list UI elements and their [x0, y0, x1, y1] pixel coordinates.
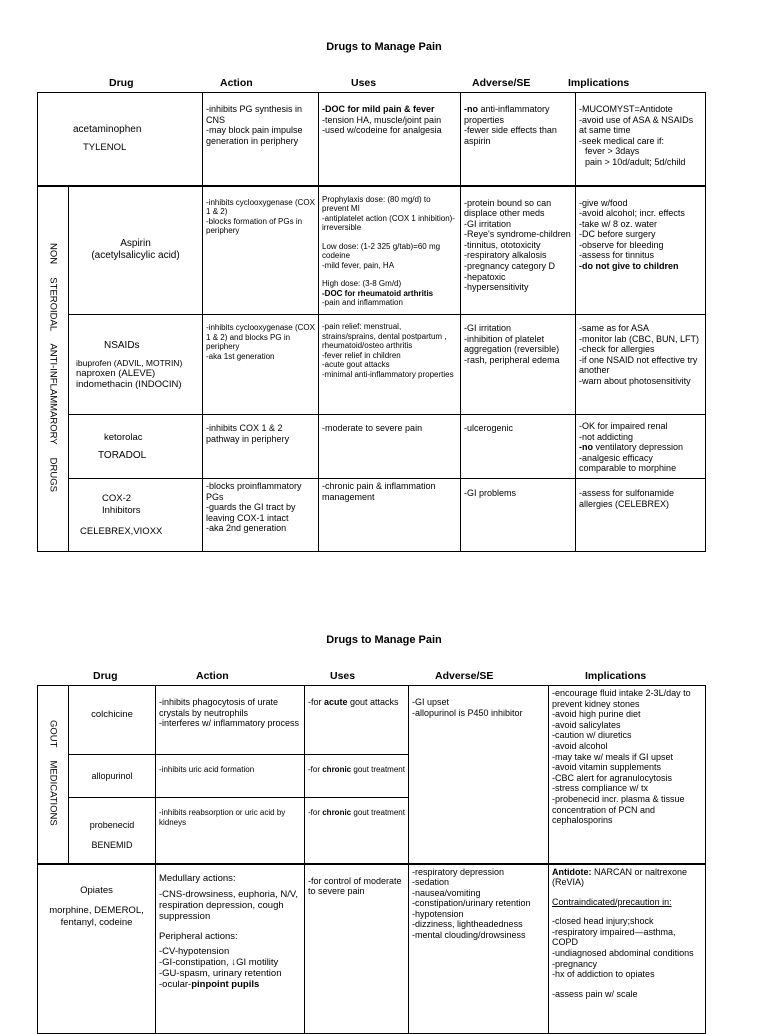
text-line: -may take w/ meals if GI upset — [552, 751, 674, 762]
drug-name: NSAIDs — [104, 339, 140, 351]
uses-cell — [305, 864, 409, 1034]
drug-name: COX-2 — [102, 492, 132, 504]
text-line: gout treatment — [351, 808, 405, 817]
text-line: -take w/ 8 oz. water — [579, 218, 658, 229]
text-line: -closed head injury;shock — [552, 916, 654, 927]
header-drug: Drug — [93, 670, 118, 682]
drug-name: allopurinol — [91, 771, 133, 781]
implications-cell — [576, 415, 706, 479]
text-line: -protein bound so can displace other meds — [464, 197, 552, 219]
drug-brand: TYLENOL — [83, 141, 127, 153]
text-line: Contraindicated/precaution in: — [552, 896, 672, 907]
text-line: -not addicting — [579, 431, 634, 442]
text-line: -nausea/vomiting — [412, 887, 481, 898]
text-line: -used w/codeine for analgesia — [322, 125, 442, 136]
text-line: -pregnancy category D — [464, 261, 556, 272]
text-line: -assess pain w/ scale — [552, 988, 638, 999]
text-line: -warn about photosensitivity — [579, 375, 691, 386]
text-line: -ulcerogenic — [464, 423, 514, 433]
drug-generic: (acetylsalicylic acid) — [91, 250, 180, 262]
text-line: -caution w/ diuretics — [552, 730, 632, 741]
text-line: -do not give to children — [579, 261, 679, 272]
text-line: -respiratory impaired—asthma, COPD — [552, 926, 676, 948]
header-adverse: Adverse/SE — [435, 670, 494, 682]
text-line: -hx of addiction to opiates — [552, 969, 655, 980]
row-opiates — [38, 864, 706, 1034]
text-line: -avoid alcohol; incr. effects — [579, 208, 685, 219]
text-line: pain > 10d/adult; 5d/child — [585, 156, 686, 167]
action-cell — [203, 315, 319, 415]
row-acetaminophen — [38, 93, 706, 186]
text-line: -tinnitus, ototoxicity — [464, 239, 541, 250]
text-line: -pain and inflammation — [322, 298, 403, 307]
pain-drugs-table — [37, 92, 706, 552]
text-line: -guards the GI tract by leaving COX-1 intact — [206, 502, 296, 523]
text-bold: Antidote: — [552, 866, 592, 877]
uses-cell — [305, 798, 409, 864]
text-line: ventilatory depression — [593, 442, 684, 453]
header-uses: Uses — [330, 670, 356, 682]
text-line: -moderate to severe pain — [322, 423, 423, 433]
text-line: -assess for sulfonamide allergies (CELEBREX) — [579, 488, 675, 509]
text-line: -if one NSAID not effective try another — [579, 354, 698, 376]
adverse-cell — [461, 93, 576, 186]
page-title: Drugs to Manage Pain — [326, 41, 442, 53]
text-line: -may block pain impulse generation in periphery — [206, 125, 303, 146]
text-line: -antiplatelet action (COX 1 inhibition)-irreversible — [322, 213, 455, 232]
text-line: -chronic pain & inflammation management — [322, 481, 436, 502]
action-cell — [203, 186, 319, 315]
text-line: -interferes w/ inflammatory process — [159, 718, 300, 729]
drug-cell — [69, 686, 156, 755]
pain-drugs-table-2 — [37, 685, 706, 1034]
text-line: -stress compliance w/ tx — [552, 783, 649, 794]
uses-cell — [319, 415, 461, 479]
text-line: -check for allergies — [579, 344, 655, 355]
text-line: -blocks formation of PGs in periphery — [206, 216, 303, 235]
text-line: -CBC alert for agranulocytosis — [552, 772, 673, 783]
text-line: High dose: (3-8 Gm/d) — [322, 279, 402, 288]
text-line: -observe for bleeding — [579, 239, 664, 250]
text-line: -for — [308, 697, 325, 707]
uses-cell — [319, 315, 461, 415]
action-cell — [203, 479, 319, 552]
implications-cell — [576, 186, 706, 315]
drug-name: ketorolac — [104, 431, 143, 443]
text-line: -monitor lab (CBC, BUN, LFT) — [579, 333, 700, 344]
text-line: -GI problems — [464, 488, 517, 498]
text-line: -rash, peripheral edema — [464, 354, 560, 365]
header-uses: Uses — [351, 77, 377, 89]
row-ketorolac — [38, 415, 706, 479]
adverse-cell — [461, 415, 576, 479]
text-line: Peripheral actions: — [159, 930, 238, 942]
text-line: anti-inflammatory properties — [464, 104, 550, 125]
text-line: -MUCOMYST=Antidote — [579, 104, 673, 114]
header-implications: Implications — [585, 670, 647, 682]
text-line: -mental clouding/drowsiness — [412, 930, 526, 941]
text-line: -dizziness, lightheadedness — [412, 919, 523, 930]
action-cell — [156, 864, 305, 1034]
text-line: -inhibits COX 1 & 2 pathway in periphery — [206, 423, 290, 444]
text-line: -hypotension — [412, 908, 464, 919]
drug-brand: BENEMID — [91, 840, 133, 851]
text-line: -inhibits reabsorption or uric acid by kidneys — [159, 808, 286, 827]
text-line: -DOC for rheumatoid arthritis — [322, 288, 434, 298]
text-line: -sedation — [412, 877, 450, 888]
drug-name: colchicine — [91, 709, 133, 720]
text-line: gout attacks — [347, 697, 399, 707]
text-bold: chronic — [322, 765, 352, 774]
drug-cell — [69, 479, 203, 552]
header-implications: Implications — [568, 77, 630, 89]
text-line: -CNS-drowsiness, euphoria, N/V, respiration depression, cough suppression — [159, 888, 299, 922]
drug-list-item: ibuprofen (ADVIL, MOTRIN) — [76, 357, 183, 368]
text-line: -inhibits phagocytosis of urate crystals by neutrophils — [159, 697, 279, 718]
text-line: -give w/food — [579, 197, 628, 208]
header-drug: Drug — [109, 77, 134, 89]
text-line: -for — [308, 765, 323, 774]
action-cell — [156, 755, 305, 798]
drug-cell — [69, 415, 203, 479]
implications-cell — [576, 315, 706, 415]
drug-name: Opiates — [80, 884, 113, 896]
text-line: -inhibits cyclooxygenase (COX 1 & 2) and blocks PG in periphery — [206, 323, 315, 351]
uses-cell — [319, 479, 461, 552]
header-adverse: Adverse/SE — [472, 77, 531, 89]
text-line: -avoid salicylates — [552, 719, 621, 730]
text-line: -probenecid incr. plasma & tissue concentration of PCN and cephalosporins — [552, 793, 685, 826]
page-title-2: Drugs to Manage Pain — [326, 634, 442, 646]
text-line: -respiratory depression — [412, 866, 505, 877]
text-line: -GU-spasm, urinary retention — [159, 967, 282, 979]
action-cell — [203, 415, 319, 479]
header-action: Action — [196, 670, 229, 682]
implications-cell — [576, 479, 706, 552]
text-line: -pain relief: menstrual, strains/sprains, dental postpartum , rheumatoid/osteo arthritis — [322, 322, 447, 350]
text-line: -blocks proinflammatory PGs — [206, 481, 302, 502]
text-line: -avoid use of ASA & NSAIDs at same time — [579, 114, 694, 136]
header-action: Action — [220, 77, 253, 89]
text-line: -GI-constipation, ↓GI motility — [159, 956, 279, 968]
text-line: -seek medical care if: — [579, 135, 665, 146]
row-colchicine — [38, 686, 706, 755]
text-bold: acute — [324, 697, 348, 707]
drug-cell — [38, 93, 203, 186]
text-line: fever > 3days — [585, 146, 640, 157]
drug-cell — [69, 798, 156, 864]
drug-brand: TORADOL — [98, 449, 147, 461]
drug-name: probenecid — [89, 820, 135, 831]
gout-group-label — [38, 686, 69, 864]
text-line: -avoid alcohol — [552, 740, 608, 751]
text-line: -minimal anti-inflammatory properties — [322, 369, 454, 379]
drug-cell — [69, 755, 156, 798]
text-line: -mild fever, pain, HA — [322, 260, 395, 270]
text-line: Medullary actions: — [159, 872, 236, 884]
implications-cell — [549, 864, 706, 1034]
text-line: -respiratory alkalosis — [464, 250, 547, 261]
text-line: -acute gout attacks — [322, 360, 390, 369]
text-line: -for control of moderate to severe pain — [308, 875, 402, 897]
uses-cell — [319, 93, 461, 186]
uses-cell — [319, 186, 461, 315]
drug-brand: CELEBREX,VIOXX — [80, 525, 163, 537]
text-bold: -no — [464, 104, 479, 114]
action-cell — [156, 686, 305, 755]
drug-list: morphine, DEMEROL, fentanyl, codeine — [49, 904, 144, 928]
text-line: -avoid vitamin supplements — [552, 762, 662, 773]
text-line: -GI irritation — [464, 218, 512, 229]
text-line: -OK for impaired renal — [579, 421, 668, 431]
text-line: -aka 1st generation — [206, 351, 275, 361]
text-line: -Reye's syndrome-children — [464, 229, 571, 240]
text-line: -DOC for mild pain & fever — [322, 104, 435, 114]
uses-cell — [305, 686, 409, 755]
drug-cell — [69, 186, 203, 315]
text-line: -ocular- — [159, 978, 192, 990]
action-cell — [203, 93, 319, 186]
drug-name: acetaminophen — [73, 123, 142, 135]
row-nsaids — [38, 315, 706, 415]
text-line: gout treatment — [351, 765, 405, 774]
text-line: -CV-hypotension — [159, 945, 230, 957]
text-line: -hepatoxic — [464, 271, 506, 282]
text-bold: -no — [579, 442, 594, 453]
text-line: NARCAN or naltrexone (ReVIA) — [552, 866, 688, 888]
group-label-text: NON STEROIDAL ANTI-INFLAMMARORY DRUGS — [47, 242, 59, 492]
text-line: -GI irritation — [464, 323, 512, 333]
text-line: -fewer side effects than aspirin — [464, 125, 557, 146]
text-line: Prophylaxis dose: (80 mg/d) to prevent MI — [322, 194, 431, 213]
nsaid-group-label — [38, 186, 69, 552]
drug-list-item: naproxen (ALEVE) — [76, 367, 156, 379]
text-bold: pinpoint pupils — [191, 978, 260, 990]
drug-name: Aspirin — [120, 238, 151, 250]
row-cox2 — [38, 479, 706, 552]
text-line: -inhibition of platelet aggregation (reversible) — [464, 333, 560, 355]
text-line: -constipation/urinary retention — [412, 898, 531, 909]
adverse-cell — [461, 479, 576, 552]
adverse-cell — [461, 186, 576, 315]
text-line: -DC before surgery — [579, 229, 656, 240]
text-line: -hypersensitivity — [464, 282, 529, 293]
text-line: -avoid high purine diet — [552, 709, 641, 720]
text-line: -allopurinol is P450 inhibitor — [412, 707, 523, 718]
text-line: -undiagnosed abdominal conditions — [552, 948, 694, 959]
action-cell — [156, 798, 305, 864]
text-line: -tension HA, muscle/joint pain — [322, 114, 442, 125]
text-line: -assess for tinnitus — [579, 250, 655, 261]
text-line: -analgesic efficacy comparable to morphine — [579, 452, 677, 474]
adverse-cell — [409, 686, 549, 864]
drug-sub: Inhibitors — [102, 504, 141, 516]
text-line: -encourage fluid intake 2-3L/day to prevent kidney stones — [552, 688, 691, 709]
text-line: -inhibits cyclooxygenase (COX 1 & 2) — [206, 197, 315, 216]
text-line: -same as for ASA — [579, 323, 650, 333]
drug-cell — [38, 864, 156, 1034]
drug-list-item: indomethacin (INDOCIN) — [76, 378, 182, 390]
text-line: -aka 2nd generation — [206, 523, 287, 534]
adverse-cell — [461, 315, 576, 415]
row-aspirin — [38, 186, 706, 315]
text-line: -inhibits PG synthesis in CNS — [206, 104, 303, 125]
text-line: Low dose: (1-2 325 g/tab)=60 mg codeine — [322, 241, 441, 260]
uses-cell — [305, 755, 409, 798]
implications-cell — [549, 686, 706, 864]
adverse-cell — [409, 864, 549, 1034]
text-line: -pregnancy — [552, 958, 598, 969]
text-bold: chronic — [322, 808, 352, 817]
text-line: -fever relief in children — [322, 350, 401, 360]
text-line: -inhibits uric acid formation — [159, 765, 255, 774]
implications-cell — [576, 93, 706, 186]
text-line: -for — [308, 808, 323, 817]
drug-cell — [69, 315, 203, 415]
text-line: -GI upset — [412, 697, 450, 707]
group-label-text: GOUT MEDICATIONS — [47, 720, 59, 826]
